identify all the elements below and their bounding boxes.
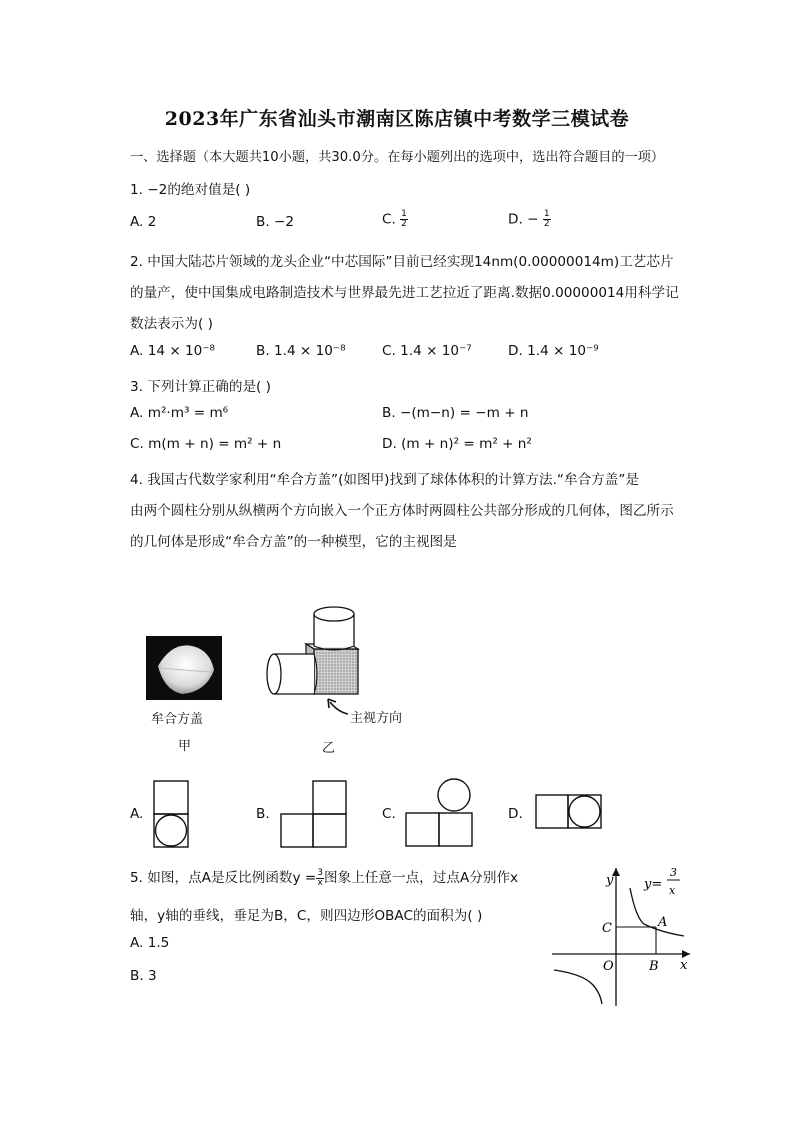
q5-stem-line1-pre: 5. 如图，点A是反比例函数y = bbox=[130, 870, 317, 886]
figure-yi-model bbox=[262, 604, 368, 710]
figure-yi-arrow-label: 主视方向 bbox=[350, 711, 403, 726]
figure-jia-caption: 牟合方盖 bbox=[151, 712, 204, 727]
q5-stem-line1-post: 图象上任意一点，过点A分别作x bbox=[324, 870, 519, 886]
q3-option-a[interactable]: A. m²·m³ = m⁶ bbox=[130, 405, 229, 421]
graph-point-c: C bbox=[602, 921, 612, 936]
q1-option-d[interactable] bbox=[508, 210, 551, 229]
graph-origin-label: O bbox=[603, 959, 614, 974]
q3-option-d[interactable]: D. (m + n)² = m² + n² bbox=[382, 436, 532, 452]
q3-option-c[interactable]: C. m(m + n) = m² + n bbox=[130, 436, 282, 452]
graph-func-num: 3 bbox=[670, 866, 677, 879]
q2-option-d[interactable]: D. 1.4 × 10⁻⁹ bbox=[508, 343, 599, 359]
q5-option-a[interactable]: A. 1.5 bbox=[130, 935, 170, 951]
q5-option-b[interactable]: B. 3 bbox=[130, 968, 157, 984]
q4-option-b-figure[interactable] bbox=[279, 779, 349, 849]
graph-point-b: B bbox=[649, 959, 659, 974]
hyperbola-branch-1 bbox=[630, 888, 684, 936]
q4-option-b-label[interactable]: B. bbox=[256, 806, 270, 822]
q4-option-a-figure[interactable] bbox=[152, 779, 192, 849]
q2-stem-line3: 数法表示为( ) bbox=[130, 316, 213, 332]
q4-stem-line3: 的几何体是形成“牟合方盖”的一种模型，它的主视图是 bbox=[130, 534, 457, 550]
q2-stem-line2: 的量产，使中国集成电路制造技术与世界最先进工艺拉近了距离.数据0.00000014用科学记 bbox=[130, 285, 679, 301]
q1-stem: 1. −2的绝对值是( ) bbox=[130, 182, 251, 198]
q4-stem-line2: 由两个圆柱分别从纵横两个方向嵌入一个正方体时两圆柱公共部分形成的几何体，图乙所示 bbox=[130, 503, 674, 519]
q4-option-a-label[interactable]: A. bbox=[130, 806, 144, 822]
q3-stem: 3. 下列计算正确的是( ) bbox=[130, 379, 271, 395]
q5-stem-line2: 轴，y轴的垂线，垂足为B，C，则四边形OBAC的面积为( ) bbox=[130, 908, 483, 924]
q5-fraction: $\frac{3}{x}$ bbox=[317, 867, 324, 888]
q2-option-c[interactable]: C. 1.4 × 10⁻⁷ bbox=[382, 343, 472, 359]
q4-option-d-figure[interactable] bbox=[534, 793, 604, 833]
q4-option-c-label[interactable]: C. bbox=[382, 806, 396, 822]
q2-option-a[interactable]: A. 14 × 10⁻⁸ bbox=[130, 343, 215, 359]
q4-option-d-label[interactable]: D. bbox=[508, 806, 523, 822]
q2-stem-line1: 2. 中国大陆芯片领域的龙头企业“中芯国际”目前已经实现14nm(0.00000014m)工艺芯片 bbox=[130, 254, 674, 270]
graph-y-label: y bbox=[606, 873, 614, 888]
q2-option-b[interactable]: B. 1.4 × 10⁻⁸ bbox=[256, 343, 346, 359]
q1-option-d-label: D. − bbox=[508, 211, 539, 228]
q1-option-c[interactable] bbox=[382, 210, 408, 229]
q1-option-d-fraction: $\frac{1}{2}$ bbox=[543, 209, 550, 229]
q1-option-c-fraction: $\frac{1}{2}$ bbox=[401, 209, 407, 229]
graph-x-label: x bbox=[680, 958, 688, 973]
page-title: 2023年广东省汕头市潮南区陈店镇中考数学三模试卷 bbox=[164, 108, 630, 130]
q1-option-a[interactable]: A. 2 bbox=[130, 214, 157, 230]
graph-func-label: y= bbox=[644, 877, 663, 892]
figure-yi-label: 乙 bbox=[322, 741, 336, 756]
q4-option-c-figure[interactable] bbox=[404, 776, 476, 850]
q1-option-c-label: C. bbox=[382, 211, 396, 228]
hyperbola-branch-2 bbox=[554, 970, 602, 1004]
graph-point-a: A bbox=[658, 915, 668, 930]
q5-graph bbox=[548, 858, 700, 1010]
figure-jia-label: 甲 bbox=[178, 739, 192, 754]
q3-option-b[interactable]: B. −(m−n) = −m + n bbox=[382, 405, 529, 421]
section-heading: 一、选择题（本大题共10小题，共30.0分。在每小题列出的选项中，选出符合题目的一项） bbox=[130, 150, 665, 165]
q4-stem-line1: 4. 我国古代数学家利用“牟合方盖”(如图甲)找到了球体体积的计算方法.“牟合方盖”是 bbox=[130, 472, 639, 488]
view-direction-arrow bbox=[324, 696, 352, 718]
figure-jia-image bbox=[146, 636, 222, 700]
q5-stem-line1 bbox=[130, 866, 518, 888]
q1-option-b[interactable]: B. −2 bbox=[256, 214, 295, 230]
graph-func-den: x bbox=[669, 884, 676, 897]
